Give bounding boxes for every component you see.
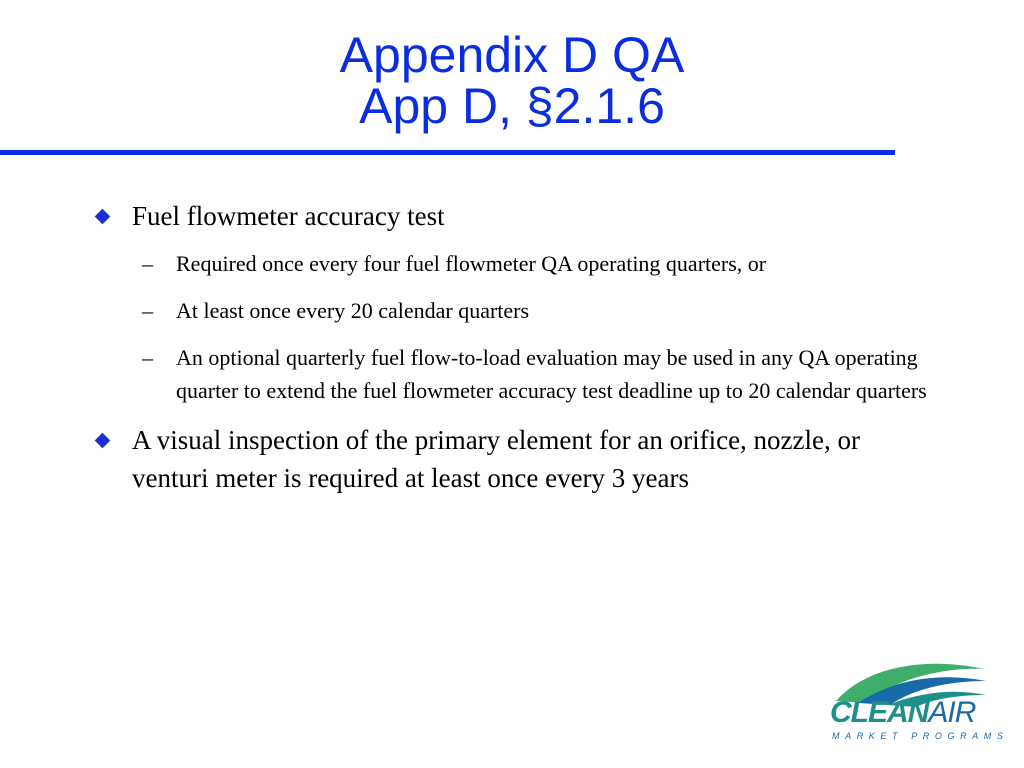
title-divider-rule [0, 150, 895, 155]
slide-content [90, 197, 960, 497]
sub-bullet-item [142, 247, 960, 280]
bullet-item-2 [90, 421, 960, 497]
sub-bullet-text: Required once every four fuel flowmeter QA operating quarters, or [176, 251, 767, 276]
diamond-bullet-icon [95, 209, 111, 225]
logo-wordmark [830, 697, 975, 729]
dash-marker: – [142, 251, 153, 276]
clean-air-markets-logo [828, 655, 1009, 745]
title-line-1: Appendix D QA [339, 27, 685, 83]
sub-bullet-text: At least once every 20 calendar quarters [176, 298, 530, 323]
diamond-bullet-icon [95, 433, 111, 449]
dash-marker: – [142, 345, 153, 370]
bullet-text: A visual inspection of the primary element for an orifice, nozzle, or venturi meter is required at least once every 3 years [132, 425, 860, 493]
bullet-text: Fuel flowmeter accuracy test [132, 201, 445, 231]
slide-title [0, 27, 1024, 134]
bullet-item-1 [90, 197, 960, 407]
logo-word-clean: CLEAN [830, 696, 929, 729]
sub-bullet-item [142, 294, 960, 327]
sub-bullet-text: An optional quarterly fuel flow-to-load evaluation may be used in any QA operating quarter to extend the fuel flowmeter accuracy test deadline up to 20 calendar quarters [176, 345, 927, 403]
dash-marker: – [142, 298, 153, 323]
title-line-2: App D, §2.1.6 [359, 78, 665, 134]
sub-bullet-item [142, 341, 960, 407]
logo-subtitle: MARKET PROGRAMS [832, 731, 1009, 741]
sub-bullet-list [142, 247, 960, 407]
logo-word-air: AIR [928, 696, 976, 729]
